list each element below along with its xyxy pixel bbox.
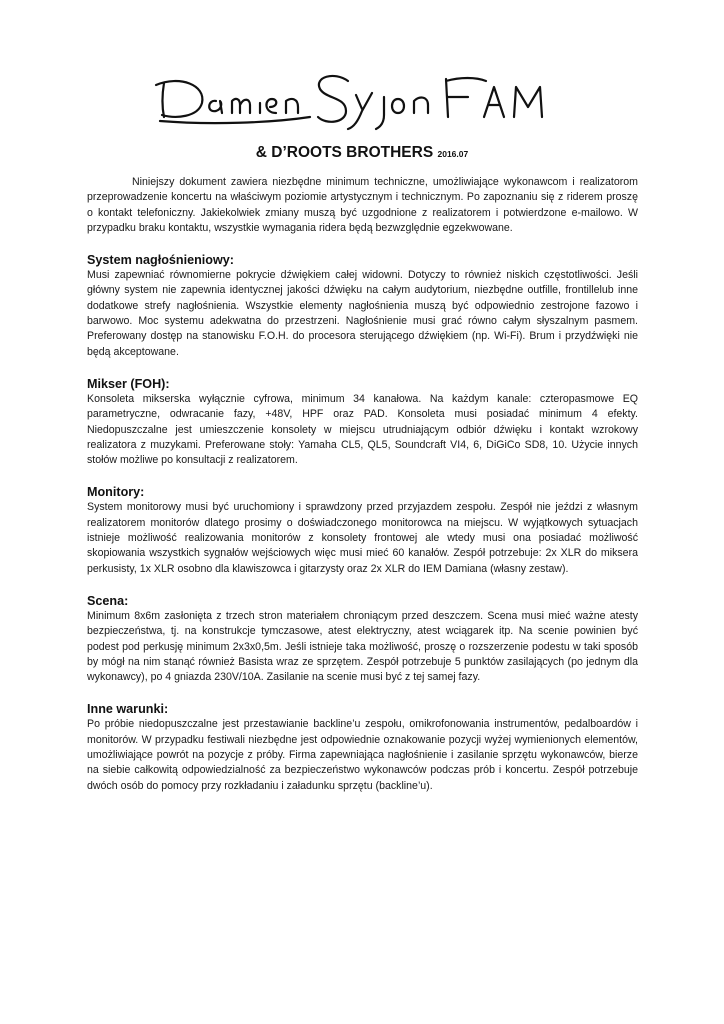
section-text: Konsoleta mikserska wyłącznie cyfrowa, minimum 34 kanałowa. Na każdym kanale: czteropasmowe EQ parametryczne, odwracanie fazy, +48V, HPF oraz PAD. Konsoleta musi posiadać minimum 4 efekty. Niedopuszczalne jest umieszczenie konsolety w miejscu utrudniającym odbiór dźwięku i kontakt wzrokowy realizatora z muzykami. Preferowane stoły: Yamaha CL5, QL5, Soundcraft VI4, 6, DiGiCo SD8, 10. Użycie innych stołów możliwe po konsultacji z realizatorem. (87, 392, 638, 467)
intro-paragraph: Niniejszy dokument zawiera niezbędne minimum techniczne, umożliwiające wykonawcom i realizatorom przeprowadzenie koncertu na właściwym poziomie artystycznym i technicznym. Po zapoznaniu się z riderem proszę o kontakt telefoniczny. Jakiekolwiek zmiany muszą być uzgodnione z realizatorem i potwierdzone e-mailowo. W przypadku braku kontaktu, wszystkie wymagania ridera będą bezwzględnie egzekwowane. (87, 176, 638, 234)
section-stage (87, 593, 638, 685)
title-date: 2016.07 (437, 149, 469, 159)
band-logo (150, 55, 570, 135)
section-other-conditions (87, 701, 638, 793)
section-heading: Mikser (FOH): (87, 376, 170, 391)
section-text: Po próbie niedopuszczalne jest przestawianie backline’u zespołu, omikrofonowania instrumentów, pedalboardów i monitorów. W przypadku festiwali niezbędne jest odpowiednie oznakowanie pozycji wyżej wymienionych elementów, umożliwiające powrót na pozycje z próby. Firma zapewniająca nagłośnienie i zasilanie sprzętu wykonawców, bierze na siebie całkowitą odpowiedzialność za bezpieczeństwo wykonawców podczas prób i koncertu. Zespół potrzebuje dwóch osób do pomocy przy rozkładaniu i załadunku sprzętu (backline’u). (87, 718, 638, 792)
title-text: & D’ROOTS BROTHERS (255, 144, 434, 161)
document-title (0, 144, 724, 162)
section-heading: Inne warunki: (87, 702, 169, 717)
section-text: Minimum 8x6m zasłonięta z trzech stron materiałem chroniącym przed deszczem. Scena musi mieć ważne atesty bezpieczeństwa, tj. na konstrukcje tymczasowe, atest elektryczny, atest wciągarek itp. Na scenie powinien być podest pod perkusję minimum 2x3x0,5m. Jeśli istnieje taka możliwość, proszę o rozszerzenie podestu w taki sposób by mógł na nim stanąć również Basista wraz ze sprzętem. Zespół potrzebuje 5 punktów zasilających (po jednym dla wykonawcy), po 4 gniazda 230V/10A. Zasilanie na scenie musi być z tej samej fazy. (87, 609, 638, 684)
section-mixer (87, 376, 638, 468)
signature-logo-image (150, 55, 570, 135)
section-text: Musi zapewniać równomierne pokrycie dźwiękiem całej widowni. Dotyczy to również niskich częstotliwości. Jeśli główny system nie zapewnia identycznej jakości dźwięku na całym audytorium, niezbędne outfille, frontillelub inne dodatkowe strefy nagłośnienia. Wszystkie elementy nagłośnienia muszą być odpowiednio zestrojone fazowo i barwowo. Moc systemu adekwatna do przestrzeni. Nagłośnienie musi grać równo całym słyszalnym pasmem. Preferowany dostęp na stanowisku F.O.H. do procesora sterującego dźwiękiem (np. Wi-Fi). Brum i przydźwięki nie będą akceptowane. (87, 269, 638, 358)
section-heading: System nagłośnieniowy: (87, 253, 234, 268)
section-text: System monitorowy musi być uruchomiony i sprawdzony przed przyjazdem zespołu. Zespół nie jeździ z własnym realizatorem monitorów dlatego prosimy o doświadczonego monitorowca na miejscu. W wyjątkowych sytuacjach istnieje możliwość realizowania monitorów z konsolety frontowej ale wtedy musi ona posiadać możliwość skopiowania wszystkich sygnałów wejściowych więc musi mieć 60 kanałów. Zespół potrzebuje: 2x XLR do miksera perkusisty, 1x XLR osobno dla klawiszowca i gitarzysty oraz 2x XLR do IEM Damiana (własny zestaw). (87, 501, 638, 575)
section-heading: Scena: (87, 593, 129, 608)
document-body (87, 175, 638, 794)
section-sound-system (87, 252, 638, 360)
section-heading: Monitory: (87, 485, 145, 500)
section-monitors (87, 484, 638, 576)
